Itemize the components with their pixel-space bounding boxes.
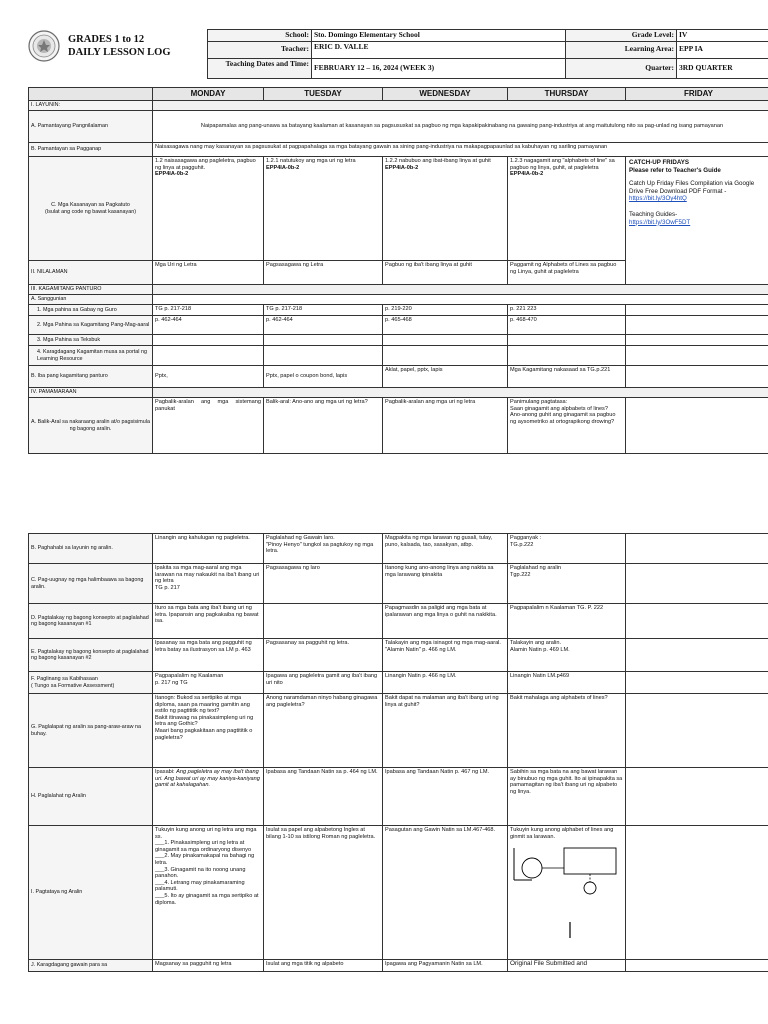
friday-refer-text: Please refer to Teacher's Guide [629,166,721,174]
pag-uugnay-label: C. Pag-uugnay ng mga halimbaawa sa bagong aralin. [29,564,153,604]
nilalaman-thursday: Paggamit ng Alphabets of Lines sa pagbuo ng Linya, guhit at pagleletra [508,261,626,285]
kasanayan-tuesday-text: 1.2.1 natutukoy ang mga uri ng letra [266,158,356,164]
balik-aral-label: A. Balik-Aral sa nakaraang aralin at/o pagsisimula ng bagong aralin. [29,398,153,454]
kagamitang-tuesday: p. 462-464 [264,316,383,335]
pagtataya-wednesday: Pasagutan ang Gawin Natin sa LM.467-468. [383,826,508,960]
teksbuk-label: 3. Mga Pahina sa Teksbuk [29,335,153,346]
friday-link-guides[interactable]: https://bit.ly/3OwF5DT [629,218,691,226]
iba-tuesday: Pptx, papel o coupon bond, lapis [264,366,383,388]
paglalahat-tuesday: Ipabasa ang Tandaan Natin sa p. 464 ng LM. [264,768,383,826]
teacher-value: ERIC D. VALLE [312,41,566,58]
karagdagang-gawain-thursday: Original File Submitted and [508,960,626,972]
paglalapat-wednesday: Bakit dapat na malaman ang iba't ibang uri ng linya at guhit? [383,694,508,768]
kasanayan-wednesday-code: EPP4IA-0b-2 [385,164,419,171]
pagtataya-thursday-text: Tukuyin kung anong alphabet of lines ang ginmit sa larawan. [510,827,614,840]
pagtalakay-1-label: D. Pagtalakay ng bagong konsepto at paglalahad ng bagong kasanayan #1 [29,604,153,639]
iba-thursday: Mga Kagamitang nakasaad sa TG.p.221 [508,366,626,388]
paglalapat-tuesday: Anong naramdaman ninyo habang ginagawa ang pagleletra? [264,694,383,768]
nilalaman-tuesday: Pagsasagawa ng Letra [264,261,383,285]
alphabet-of-lines-drawing-icon [510,842,622,952]
kasanayan-wednesday-text: 1.2.2 nabubuo ang ibat-ibang linya at guhit [385,158,491,164]
friday-link-files[interactable]: https://bit.ly/3Oy4htQ [629,195,687,203]
pagtalakay-2-thursday: Talakayin ang aralin. Alamin Natin p. 469 LM. [508,639,626,672]
paglalapat-label: G. Paglalapat ng aralin sa pang-araw-araw na buhay. [29,694,153,768]
paglinang-friday [626,672,768,694]
paglinang-monday: Pagpapalalim ng Kaalaman p. 217 ng TG [153,672,264,694]
paglinang-tuesday: Ipagawa ang pagleletra gamit ang iba't ibang uri nito [264,672,383,694]
kagamitan-label: III. KAGAMITANG PANTURO [29,285,153,295]
pagtalakay-2-friday [626,639,768,672]
gabay-wednesday: p. 219-220 [383,305,508,316]
grade-value: IV [677,30,768,42]
header-title-line2: DAILY LESSON LOG [68,47,171,58]
kasanayan-thursday-code: EPP4IA-0b-2 [510,171,544,178]
pagtataya-monday: Tukuyin kung anong uri ng letra ang mga ss. ___1. Pinakasimpleng uri ng letra at ginagamit sa mga ordinaryong disenyo ___2. May pinakamakapal na bahagi ng letra. ___3. Ginagamit na ito noong unang panahon. ___4. Letrang may pinakamaraming palamuti. ___5. Ito ay ginagamit sa mga sertipiko at diploma. [153,826,264,960]
iba-monday: Pptx, [153,366,264,388]
karagdagang-kagamitan-label: 4. Karagdagang Kagamitan musa sa portal ng Learning Resource [29,346,153,366]
paglalahat-monday [153,768,264,826]
kagamitang-pang-magaaral-label: 2. Mga Pahina sa Kagamitang Pang-Mag-aaral [29,316,153,335]
kasanayan-thursday-text: 1.2.3 nagagamit ang "alphabets of line" sa pagbuo ng linya, guhit, at pagleletra [510,158,615,171]
pag-uugnay-monday: Ipakita sa mga mag-aaral ang mga larawan na may nakaukit na iba't ibang uri ng letra TG p. 217 [153,564,264,604]
day-wednesday: WEDNESDAY [383,88,508,101]
pag-uugnay-tuesday: Pagsasagawa ng laro [264,564,383,604]
pagtataya-label: I. Pagtataya ng Aralin [29,826,153,960]
paglinang-thursday: Linangin Natin LM.p469 [508,672,626,694]
quarter-label: Quarter: [566,58,677,78]
paglalapat-thursday: Bakit mahalaga ang alphabets of lines? [508,694,626,768]
day-monday: MONDAY [153,88,264,101]
paglalahat-thursday: Sabihin sa mga bata na ang bawat larawan ay binubuo ng mga guhit. Ito ai ipinapakita sa pamamagitan ng iba't ibang uri ng alpabeto ng linya. [508,768,626,826]
kasanayan-monday-text: 1.2 naisasagawa ang pagleletra, pagbuo ng linya at pagguhit. [155,158,256,171]
pagtalakay-2-label: E. Pagtalakay ng bagong konsepto at paglalahad ng bagong kasanayan #2 [29,639,153,672]
friday-catchup-title: CATCH-UP FRIDAYS [629,159,690,166]
gabay-monday: TG p. 217-218 [153,305,264,316]
section-layunin: I. LAYUNIN: [29,101,153,111]
paglinang-label: F. Paglinang sa Kabihasaan ( Tungo sa Formative Assessment) [29,672,153,694]
pagtalakay-1-tuesday [264,604,383,639]
header-title-line1: GRADES 1 to 12 [68,34,145,45]
lesson-table-page-2 [28,533,768,972]
kasanayan-label: C. Mga Kasanayan sa Pagkatuto (Isulat ang code ng bawat kasanayan) [29,157,153,261]
pamantayang-pangnilalaman-label: A. Pamantayang Pangnilalaman [29,111,153,143]
kagamitang-wednesday: p. 465-468 [383,316,508,335]
paglalapat-monday: Itanogn: Bukod sa sertipiko at mga diploma, saan pa maaring gamitin ang estilo ng pagtititik ng text? Bakit itinawag na pinakasimpleng uri ng letra ang Gothic? Maari bang pagkakitaan ang pagtititik o pagleletra? [153,694,264,768]
kasanayan-monday-code: EPP4IA-0b-2 [155,171,189,178]
pagtalakay-1-friday [626,604,768,639]
balik-aral-tuesday: Balik-aral: Ano-ano ang mga uri ng letra? [264,398,383,454]
paglalahat-wednesday: Ipabasa ang Tandaan Natin p. 467 ng LM. [383,768,508,826]
balik-aral-thursday: Panimulang pagtatasa: Saan ginagamit ang alpbabets of lines? Ano-anong guhit ang ginagamit sa pagbuo ng aysometriko at ortograpikong drowing? [508,398,626,454]
paglalahat-monday-prefix: Ipasabi: [155,769,177,775]
paghahabi-wednesday: Magpakita ng mga larawan ng gusali, tulay, puno, kalsada, tao, sasakyan, atbp. [383,534,508,564]
pagtataya-thursday [508,826,626,960]
paghahabi-monday: Linangin ang kahulugan ng pagleletra. [153,534,264,564]
pamantayan-pagganap-label: B. Pamantayan sa Pagganap [29,143,153,157]
day-friday: FRIDAY [626,88,768,101]
pagtalakay-1-thursday: Pagpapalalim n Kaalaman TG. P. 222 [508,604,626,639]
pagtataya-friday [626,826,768,960]
kasanayan-tuesday-code: EPP4IA-0b-2 [266,164,300,171]
karagdagang-gawain-tuesday: Isulat ang mga titik ng alpabeto [264,960,383,972]
paglalahat-monday-text: Ang pagleletra ay may iba't ibang uri. Ang bawat uri ay may kaniya-kaniyang gamit at kahalagahan. [155,769,260,789]
pamantayan-pagganap-text: Naisasagawa nang may kasanayan sa pagsusukat at pagpapahalaga sa mga batayang gawain sa sining pang-industriya na makapagpapaunlad sa kabuhayan ng sariling pamayanan [153,143,768,157]
sanggunian-label: A. Sanggunian [29,295,153,305]
karagdagang-gawain-label: J. Karagdagang gawain para sa [29,960,153,972]
area-value: EPP IA [677,41,768,58]
dates-label: Teaching Dates and Time: [208,58,312,78]
school-value: Sto. Domingo Elementary School [312,30,566,42]
karagdagang-gawain-friday [626,960,768,972]
gabay-thursday: p. 221 223 [508,305,626,316]
school-label: School: [208,30,312,42]
day-thursday: THURSDAY [508,88,626,101]
friday-files-text: Catch Up Friday Files Compilation via Google Drive Free Download PDF Format - [629,180,755,195]
pamamaraan-label: IV. PAMAMARAAN [29,388,153,398]
balik-aral-monday: Pagbalik-aralan ang mga sistemang panukat [153,398,264,454]
karagdagang-gawain-wednesday: Ipagawa ang Pagyamanin Natin sa LM. [383,960,508,972]
paghahabi-friday [626,534,768,564]
nilalaman-label: II. NILALAMAN [29,261,153,285]
pagtalakay-2-tuesday: Pagsasanay sa pagguhit ng letra. [264,639,383,672]
pagtalakay-2-monday: Ipasanay sa mga bata ang pagguhit ng letra batay sa ilustrasyon sa LM p. 463 [153,639,264,672]
pamantayang-pangnilalaman-text: Naipapamalas ang pang-unawa sa batayang kaalaman at kasanayan sa pagsususkat sa pagbuo ng mga kapakipakinabang na gawaing pang-industriya at ang maitutulong nito sa pag-unlad ng isang pamayanan [153,111,768,143]
balik-aral-wednesday: Pagbalik-aralan ang mga uri ng letra [383,398,508,454]
pagtalakay-2-wednesday: Talakayin ang mga isinagot ng mga mag-aaral. "Alamin Natin" p. 466 ng LM. [383,639,508,672]
kagamitang-monday: p. 462-464 [153,316,264,335]
pag-uugnay-friday [626,564,768,604]
pag-uugnay-wednesday: Itanong kung ano-anong linya ang nakita sa mga larawang ipinakita [383,564,508,604]
kagamitang-thursday: p. 468-470 [508,316,626,335]
iba-pang-kagamitan-label: B. Iba pang kagamitang panturo [29,366,153,388]
pagtalakay-1-wednesday: Papagmasdin sa paligid ang mga bata at ipalarawan ang mga linya o guhit na nakikita. [383,604,508,639]
gabay-label: 1. Mga pahina sa Gabay ng Guro [29,305,153,316]
paghahabi-thursday: Pagganyak : TG.p.222 [508,534,626,564]
pagtataya-tuesday: Isulat sa papel ang alpabetong Ingles at bilang 1-10 sa istilong Roman ng pagleletra. [264,826,383,960]
paglalahat-friday [626,768,768,826]
paglalapat-friday [626,694,768,768]
grade-label: Grade Level: [566,30,677,42]
pag-uugnay-thursday: Paglalahad ng aralin Tgp.222 [508,564,626,604]
teacher-label: Teacher: [208,41,312,58]
area-label: Learning Area: [566,41,677,58]
paghahabi-label: B. Paghahabi sa layunin ng aralin. [29,534,153,564]
quarter-value: 3RD QUARTER [677,58,768,78]
paghahabi-tuesday: Paglalahad ng Gawain laro. "Pinoy Henyo" tungkol sa pagtukoy ng mga letra. [264,534,383,564]
nilalaman-monday: Mga Uri ng Letra [153,261,264,285]
paglinang-wednesday: Linangin Natin p. 466 ng LM. [383,672,508,694]
friday-guides-text: Teaching Guides- [629,210,678,218]
nilalaman-wednesday: Pagbuo ng iba't ibang linya at guhit [383,261,508,285]
paglalahat-label: H. Paglalahat ng Aralin [29,768,153,826]
dates-value: FEBRUARY 12 – 16, 2024 (WEEK 3) [312,58,566,78]
gabay-tuesday: TG p. 217-218 [264,305,383,316]
pagtalakay-1-monday: Ituro sa mga bata ang iba't ibang uri ng letra. Ipapansin ang pagkakaiba ng bawat isa. [153,604,264,639]
karagdagang-gawain-monday: Magsanay sa pagguhit ng letra [153,960,264,972]
day-tuesday: TUESDAY [264,88,383,101]
iba-wednesday: Aklat, papel, pptx, lapis [383,366,508,388]
